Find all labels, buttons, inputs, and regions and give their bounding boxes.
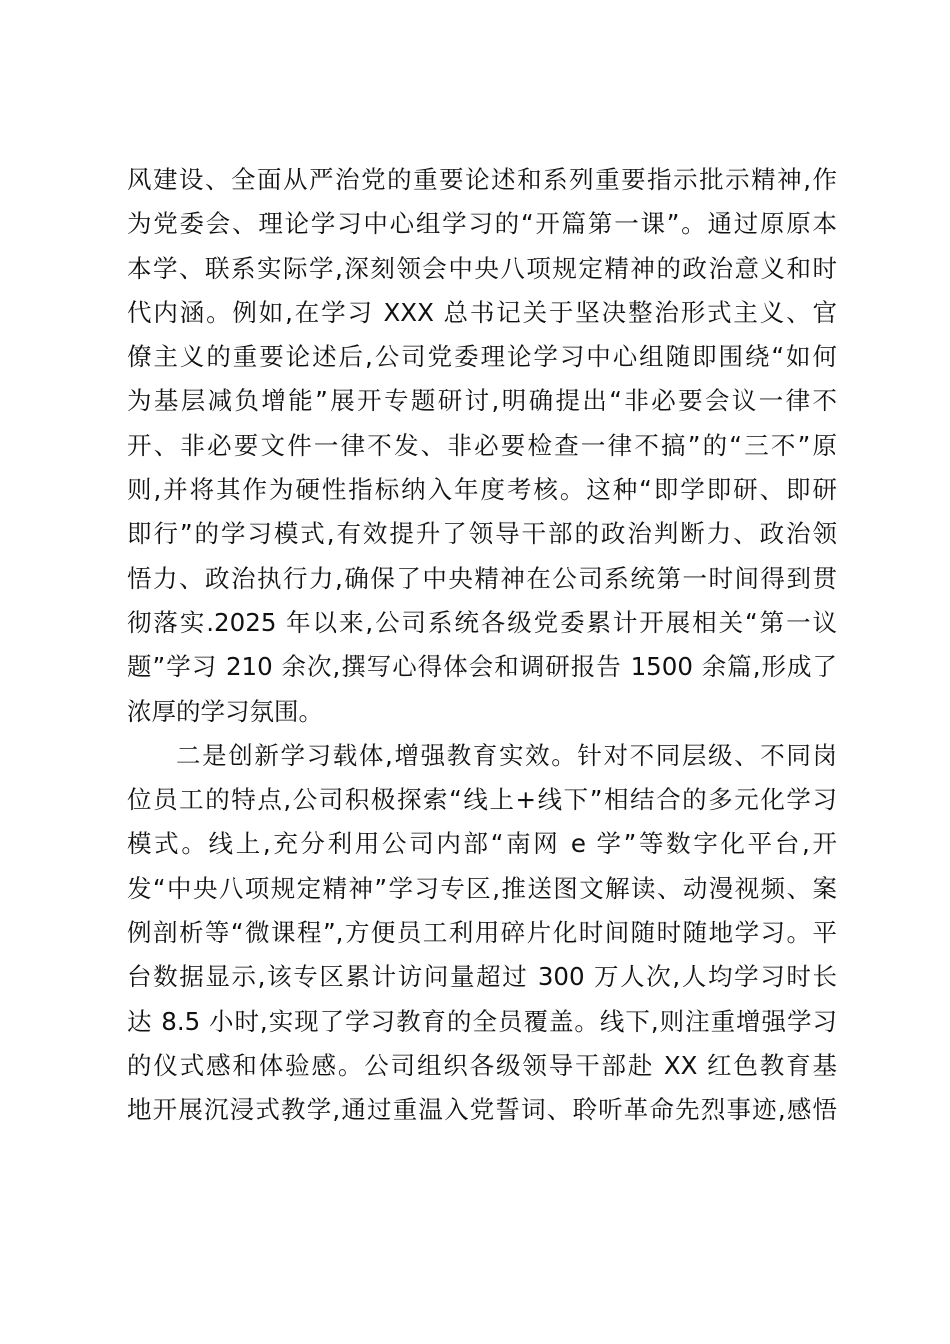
text-line: 台数据显示,该专区累计访问量超过 300 万人次,人均学习时长 (127, 962, 837, 992)
text-line: 风建设、全面从严治党的重要论述和系列重要指示批示精神,作 (127, 165, 837, 194)
text-line: 位员工的特点,公司积极探索“线上+线下”相结合的多元化学习 (127, 785, 837, 815)
paragraph-1 (127, 158, 837, 734)
text-line: 彻落实.2025 年以来,公司系统各级党委累计开展相关“第一议 (127, 607, 837, 637)
text-line: 即行”的学习模式,有效提升了领导干部的政治判断力、政治领 (127, 519, 837, 549)
body-text (127, 158, 837, 1133)
text-line: 地开展沉浸式教学,通过重温入党誓词、聆听革命先烈事迹,感悟 (127, 1095, 837, 1125)
text-line: 悟力、政治执行力,确保了中央精神在公司系统第一时间得到贯 (127, 563, 837, 593)
text-line: 达 8.5 小时,实现了学习教育的全员覆盖。线下,则注重增强学习 (127, 1006, 837, 1036)
text-line: 二是创新学习载体,增强教育实效。针对不同层级、不同岗 (176, 740, 837, 770)
text-line: 题”学习 210 余次,撰写心得体会和调研报告 1500 余篇,形成了 (127, 652, 837, 682)
text-line: 浓厚的学习氛围。 (127, 696, 323, 726)
text-line: 僚主义的重要论述后,公司党委理论学习中心组随即围绕“如何 (127, 342, 837, 372)
text-line: 例剖析等“微课程”,方便员工利用碎片化时间随时随地学习。平 (127, 918, 837, 948)
text-line: 发“中央八项规定精神”学习专区,推送图文解读、动漫视频、案 (127, 873, 837, 903)
paragraph-2 (127, 734, 837, 1133)
text-line: 则,并将其作为硬性指标纳入年度考核。这种“即学即研、即研 (127, 475, 837, 505)
text-line: 代内涵。例如,在学习 XXX 总书记关于坚决整治形式主义、官 (127, 297, 837, 327)
text-line: 的仪式感和体验感。公司组织各级领导干部赴 XX 红色教育基 (127, 1050, 837, 1080)
text-line: 本学、联系实际学,深刻领会中央八项规定精神的政治意义和时 (127, 253, 837, 283)
text-line: 为党委会、理论学习中心组学习的“开篇第一课”。通过原原本 (127, 209, 837, 239)
text-line: 开、非必要文件一律不发、非必要检查一律不搞”的“三不”原 (127, 430, 837, 460)
text-line: 模式。线上,充分利用公司内部“南网 e 学”等数字化平台,开 (127, 829, 837, 859)
text-line: 为基层减负增能”展开专题研讨,明确提出“非必要会议一律不 (127, 386, 837, 416)
